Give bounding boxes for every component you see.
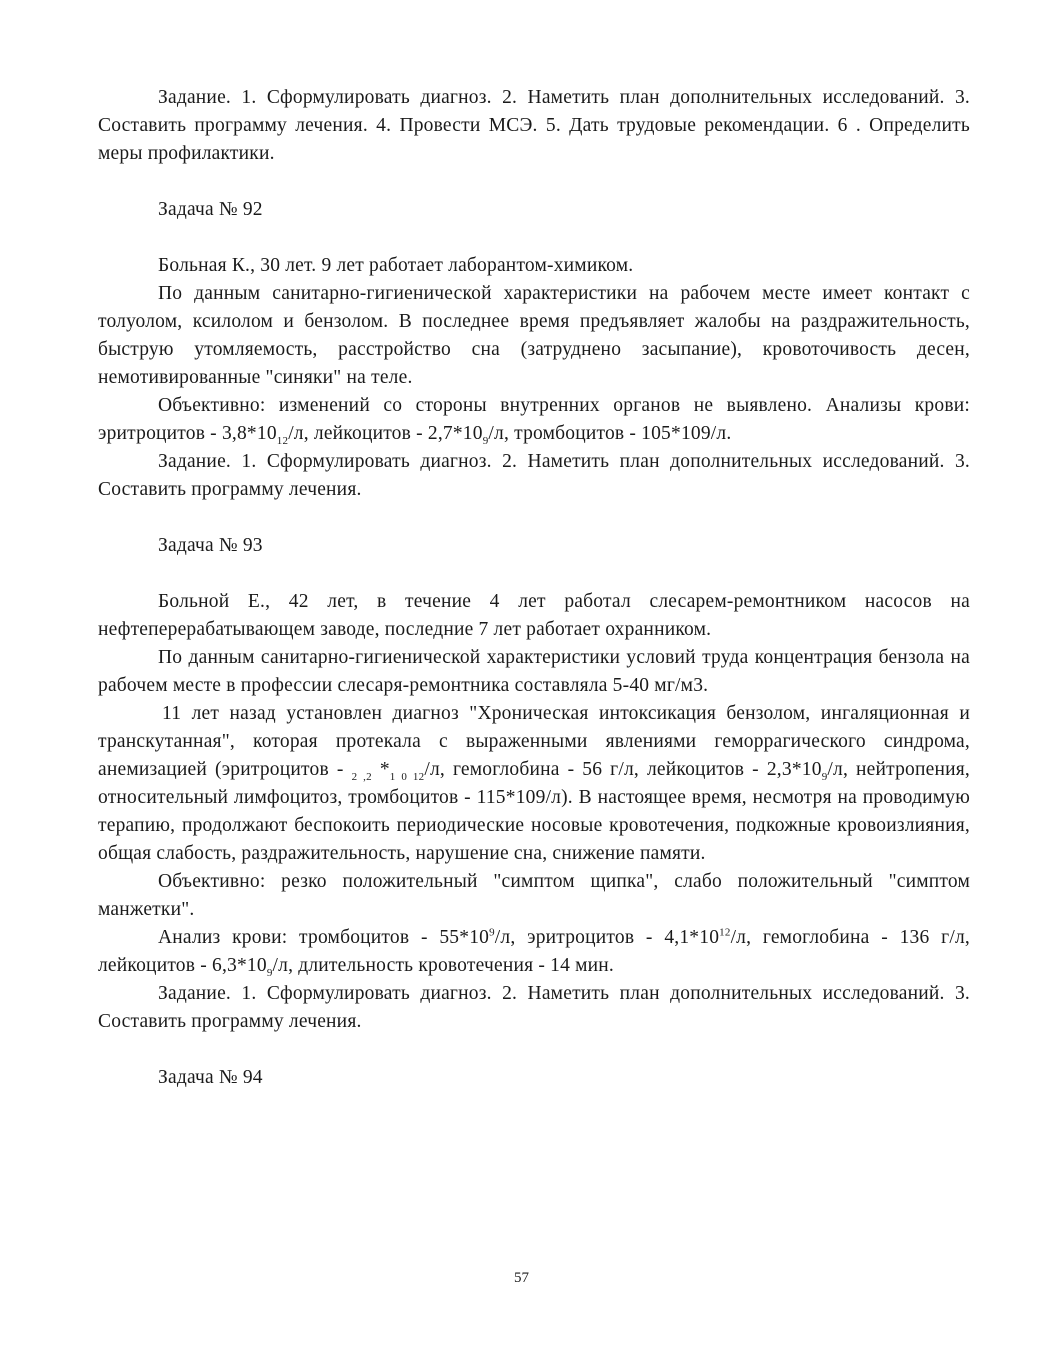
patient-description-93: Больной Е., 42 лет, в течение 4 лет работал слесарем-ремонтником насосов на нефтеперерабатывающем заводе, последние 7 лет работает охранником. (98, 591, 970, 640)
exponent: 9 (821, 770, 828, 783)
exponent: 9 (482, 434, 489, 447)
exponent: 12 (276, 434, 289, 447)
patient-description-92: Больная К., 30 лет. 9 лет работает лаборантом-химиком. (158, 255, 634, 276)
problem-heading-93: Задача № 93 (158, 535, 263, 556)
exponent: 9 (266, 966, 273, 979)
history-text-b: * (379, 759, 390, 780)
objective-paragraph-93: Объективно: резко положительный "симптом щипка", слабо положительный "симптом манжетки". (98, 871, 970, 920)
exponent: 9 (489, 926, 495, 939)
task-paragraph-91: Задание. 1. Сформулировать диагноз. 2. Наметить план дополнительных исследований. 3. Составить программу лечения. 4. Провести МСЭ. 5. Дать трудовые рекомендации. 6 . Определить меры профилактики. (98, 87, 970, 164)
objective-text-b: /л, лейкоцитов - 2,7*10 (288, 423, 483, 444)
blood-text-c: /л, гемоглобина - 136 г/л, лейкоцитов - 6,3*10 (98, 927, 970, 976)
task-paragraph-93: Задание. 1. Сформулировать диагноз. 2. Наметить план дополнительных исследований. 3. Составить программу лечения. (98, 983, 970, 1032)
objective-text-a: Объективно: изменений со стороны внутренних органов не выявлено. Анализы крови: эритроцитов - 3,8*10 (98, 395, 970, 444)
page-number: 57 (514, 1270, 529, 1286)
blood-text-d: /л, длительность кровотечения - 14 мин. (272, 955, 614, 976)
history-text-a: 11 лет назад установлен диагноз "Хроническая интоксикация бензолом, ингаляционная и транскутанная", которая протекала с выраженными явлениями геморрагического синдрома, анемизацией (эритроцитов - (98, 703, 970, 780)
conditions-paragraph-92: По данным санитарно-гигиенической характеристики на рабочем месте имеет контакт с толуолом, ксилолом и бензолом. В последнее время предъявляет жалобы на раздражительность, быструю утомляемость, расстройство сна (затруднено засыпание), кровоточивость десен, немотивированные "синяки" на теле. (98, 283, 970, 388)
history-text-e: /л). В настоящее время, несмотря на проводимую терапию, продолжают беспокоить периодические носовые кровотечения, подкожные кровоизлияния, общая слабость, раздражительность, нарушение сна, снижение памяти. (98, 787, 970, 864)
task-paragraph-92: Задание. 1. Сформулировать диагноз. 2. Наметить план дополнительных исследований. 3. Составить программу лечения. (98, 451, 970, 500)
document-page (98, 84, 970, 1092)
blood-text-b: /л, эритроцитов - 4,1*10 (494, 927, 720, 948)
exponent: 12 (719, 926, 731, 939)
small-index: 2 ,2 (351, 770, 372, 783)
problem-heading-94: Задача № 94 (158, 1067, 263, 1088)
problem-heading-92: Задача № 92 (158, 199, 263, 220)
conditions-paragraph-93: По данным санитарно-гигиенической характеристики условий труда концентрация бензола на рабочем месте в профессии слесаря-ремонтника составляла 5-40 мг/м3. (98, 647, 970, 696)
objective-text-d: /л. (710, 423, 732, 444)
objective-text-c: /л, тромбоцитов - 105*109 (488, 423, 711, 444)
objective-paragraph-92 (98, 392, 970, 448)
history-text-c: /л, гемоглобина - 56 г/л, лейкоцитов - 2,3*10 (424, 759, 822, 780)
blood-analysis-paragraph-93 (98, 924, 970, 980)
blood-text-a: Анализ крови: тромбоцитов - 55*10 (158, 927, 490, 948)
small-index: 1 0 12 (389, 770, 425, 783)
history-text-d: /л, нейтропения, относительный лимфоцитоз, тромбоцитов - 115*109 (98, 759, 971, 808)
history-paragraph-93 (98, 700, 970, 868)
